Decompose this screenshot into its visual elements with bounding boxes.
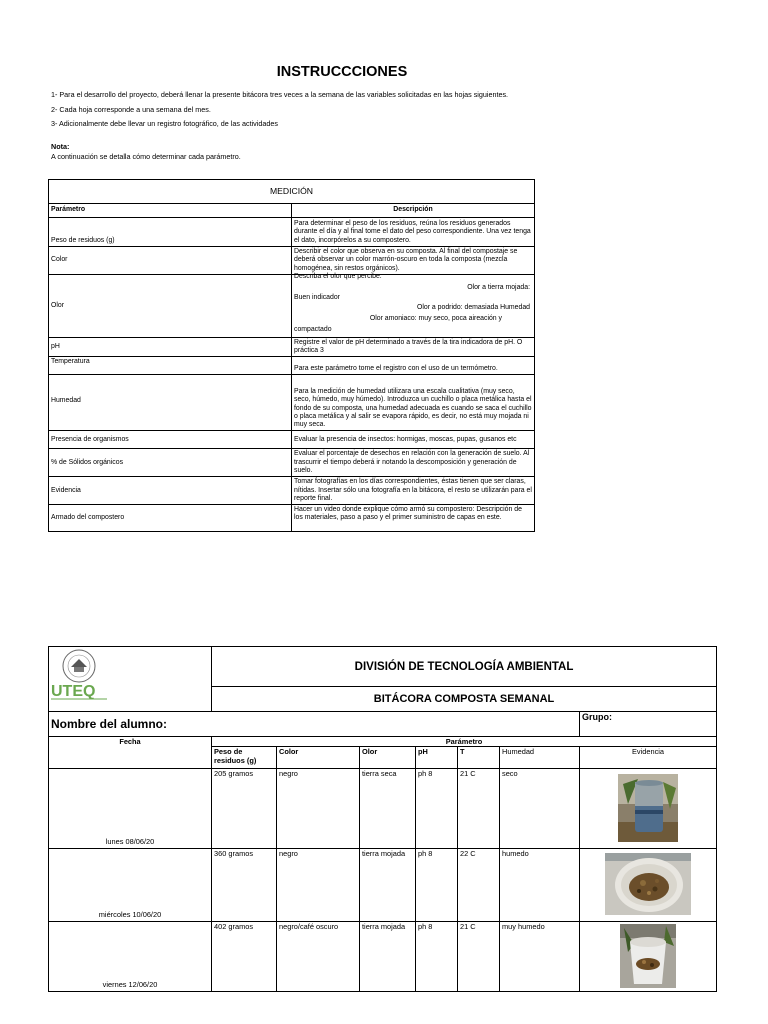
ph-cell: ph 8 [416,922,458,992]
ph-cell: ph 8 [416,849,458,922]
compost-bucket-photo [620,924,676,988]
olor-cell: tierra seca [360,769,416,849]
desc-olor [292,274,535,337]
instruction-2: 2- Cada hoja corresponde a una semana del mes. [51,105,211,114]
col-peso: Peso de residuos (g) [212,747,277,769]
logo-text: UTEQ [51,683,96,700]
humedad-cell: humedo [500,849,580,922]
bitacora-table [48,646,717,992]
instruction-1: 1- Para el desarrollo del proyecto, deberá llenar la presente bitácora tres veces a la semana de las variables solicitadas en las hojas siguientes. [51,90,509,99]
olor-line-6: compactado [294,325,332,333]
humedad-cell: seco [500,769,580,849]
nota-text: A continuación se detalla cómo determinar cada parámetro. [51,152,241,161]
olor-cell: tierra mojada [360,849,416,922]
uteq-logo-icon [49,647,109,709]
color-cell: negro [277,849,360,922]
param-humedad: Humedad [49,375,292,431]
table-row [49,769,717,849]
col-parametro: Parámetro [49,204,292,218]
student-name-label: Nombre del alumno: [49,712,580,737]
division-title: DIVISIÓN DE TECNOLOGÍA AMBIENTAL [212,647,717,687]
peso-cell: 402 gramos [212,922,277,992]
desc-color: Describir el color que observa en su composta. Al final del compostaje se deberá observar un color marrón-oscuro en toda la composta (mezcla homogénea, sin restos orgánicos). [292,247,535,275]
col-t: T [458,747,500,769]
t-cell: 21 C [458,769,500,849]
col-descripcion: Descripción [292,204,535,218]
param-olor: Olor [49,274,292,337]
table-row [49,849,717,922]
col-humedad: Humedad [500,747,580,769]
color-cell: negro [277,769,360,849]
medicion-table [48,179,535,532]
col-ph: pH [416,747,458,769]
bitacora-subtitle: BITÁCORA COMPOSTA SEMANAL [212,687,717,712]
peso-cell: 205 gramos [212,769,277,849]
fecha-cell: viernes 12/06/20 [49,922,212,992]
fecha-cell: lunes 08/06/20 [49,769,212,849]
desc-presencia: Evaluar la presencia de insectos: hormigas, moscas, pupas, gusanos etc [292,431,535,449]
desc-evidencia: Tomar fotografías en los días correspondientes, éstas tienen que ser claras, nítidas. Insertar sólo una fotografía en la bitácora, el resto se utilizarán para el reporte final. [292,477,535,505]
desc-armado: Hacer un video donde explique cómo armó su compostero: Descripción de los materiales, paso a paso y el primer suministro de capas en este. [292,505,535,532]
desc-ph: Registre el valor de pH determinado a través de la tira indicadora de pH. O práctica 3 [292,337,535,357]
t-cell: 21 C [458,922,500,992]
compost-bucket-photo [605,853,691,915]
olor-line-5: Olor amoniaco: muy seco, poca aireación y [369,314,502,322]
parametro-header: Parámetro [212,737,717,747]
peso-cell: 360 gramos [212,849,277,922]
medicion-heading: MEDICIÓN [49,180,535,204]
desc-temperatura: Para este parámetro tome el registro con el uso de un termómetro. [292,357,535,375]
color-cell: negro/café oscuro [277,922,360,992]
compost-bucket-photo [618,774,678,842]
desc-peso: Para determinar el peso de los residuos, reúna los residuos generados durante el día y al final tome el dato del peso correspondiente. Una vez tenga el dato, incorpórelos a su compostero. [292,218,535,247]
col-color: Color [277,747,360,769]
param-peso: Peso de residuos (g) [49,218,292,247]
col-evidencia: Evidencia [580,747,717,769]
fecha-cell: miércoles 10/06/20 [49,849,212,922]
nota-label: Nota: [51,142,70,151]
olor-line-1: Describa el olor que percibe: [294,272,382,280]
evidencia-cell [580,849,717,922]
page-title: INSTRUCCCIONES [276,64,408,80]
olor-line-2: Olor a tierra mojada: [467,283,530,291]
humedad-cell: muy humedo [500,922,580,992]
desc-humedad: Para la medición de humedad utilizara una escala cualitativa (muy seco, seco, húmedo, muy húmedo). Introduzca un cuchillo o placa metálica hasta el fondo de su composta, una humedad adecuada es cuando se saca el cuchillo o placa metálica y al salir se evapora rápido, es decir, no está muy mojada ni muy seca. [292,375,535,431]
param-solidos: % de Sólidos orgánicos [49,449,292,477]
olor-line-3: Buen indicador [294,293,340,301]
table-row [49,922,717,992]
olor-line-4: Olor a podrido: demasiada Humedad [417,303,530,311]
param-ph: pH [49,337,292,357]
param-evidencia: Evidencia [49,477,292,505]
col-olor: Olor [360,747,416,769]
t-cell: 22 C [458,849,500,922]
col-fecha: Fecha [49,737,212,769]
desc-solidos: Evaluar el porcentaje de desechos en relación con la generación de suelo. Al trascurrir el tiempo deberá ir notando la descomposición y generación de suelo. [292,449,535,477]
olor-cell: tierra mojada [360,922,416,992]
ph-cell: ph 8 [416,769,458,849]
evidencia-cell [580,769,717,849]
param-presencia: Presencia de organismos [49,431,292,449]
param-temperatura: Temperatura [49,357,292,375]
instruction-3: 3- Adicionalmente debe llevar un registro fotográfico, de las actividades [51,119,278,128]
evidencia-cell [580,922,717,992]
param-armado: Armado del compostero [49,505,292,532]
logo-cell [49,647,212,712]
group-label: Grupo: [580,712,717,737]
param-color: Color [49,247,292,275]
